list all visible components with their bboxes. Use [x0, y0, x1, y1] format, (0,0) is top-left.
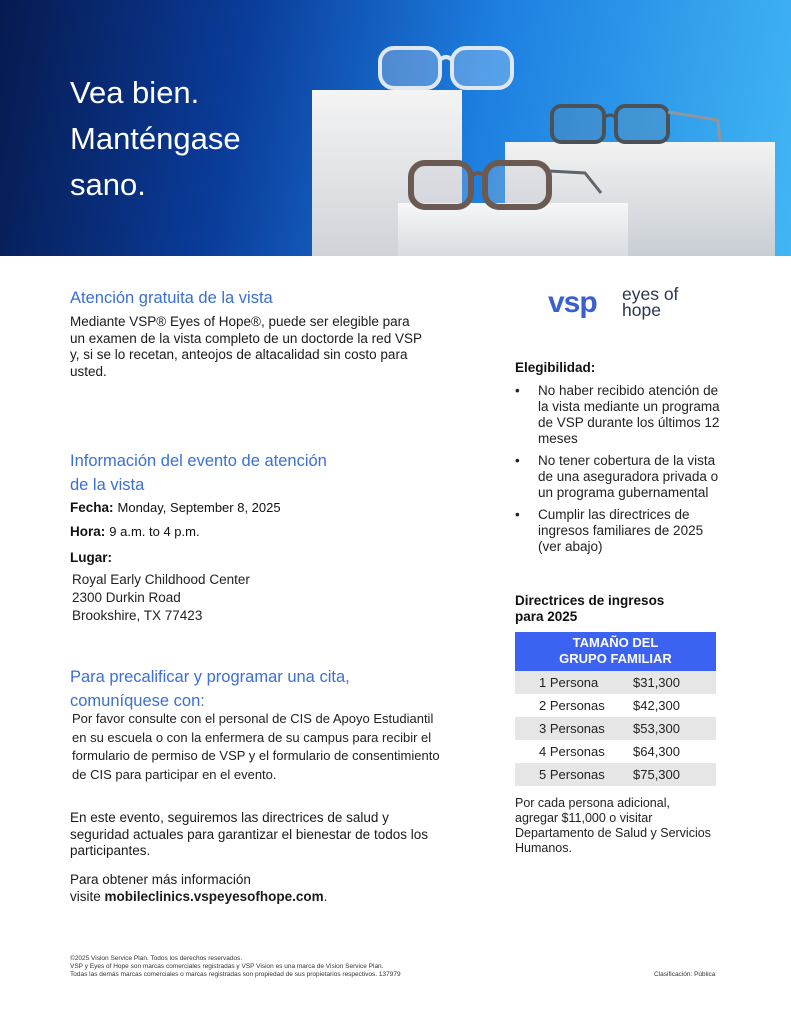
- bullet-icon: •: [515, 453, 520, 468]
- address-line: Royal Early Childhood Center: [72, 572, 250, 587]
- household-size: 3 Personas: [515, 717, 633, 740]
- household-size: 5 Personas: [515, 763, 633, 786]
- logo-vsp-wordmark: vsp: [548, 286, 597, 319]
- footer-line: Todas las demás marcas comerciales o marcas registradas son propiedad de sus propietarios respectivos. 137979: [70, 971, 401, 978]
- footer-line: ©2025 Vision Service Plan. Todos los derechos reservados.: [70, 955, 243, 962]
- table-row: [515, 763, 716, 786]
- more-info: [70, 872, 450, 905]
- date-value: Monday, September 8, 2025: [117, 500, 281, 515]
- hero-title-line: Vea bien.: [70, 75, 200, 110]
- contact-heading: [70, 665, 350, 713]
- website-link[interactable]: mobileclinics.vspeyesofhope.com: [104, 888, 324, 904]
- income-amount: $53,300: [633, 717, 716, 740]
- list-item-text: No haber recibido atención de la vista mediante un programa de VSP durante los últimos 12 meses: [538, 383, 720, 446]
- event-date: [70, 500, 281, 515]
- income-amount: $75,300: [633, 763, 716, 786]
- income-heading: [515, 593, 664, 625]
- event-heading: [70, 449, 327, 497]
- event-heading-line: Información del evento de atención: [70, 452, 327, 470]
- time-value: 9 a.m. to 4 p.m.: [109, 524, 200, 539]
- hero-title-line: sano.: [70, 167, 146, 202]
- income-table: [515, 632, 716, 786]
- footer-line: VSP y Eyes of Hope son marcas comerciales registradas y VSP Vision es una marca de Vision Service Plan.: [70, 963, 384, 970]
- classification-label: Clasificación: Pública: [654, 971, 716, 978]
- eligibility-heading: Elegibilidad:: [515, 360, 596, 375]
- contact-instructions: [72, 710, 452, 784]
- income-heading-line: Directrices de ingresos: [515, 593, 665, 608]
- household-size: 1 Persona: [515, 671, 633, 694]
- contact-heading-line: comuníquese con:: [70, 692, 205, 710]
- table-row: [515, 671, 716, 694]
- income-amount: $42,300: [633, 694, 716, 717]
- hero-title-line: Manténgase: [70, 121, 241, 156]
- table-header: [515, 632, 716, 671]
- income-heading-line: para 2025: [515, 609, 578, 624]
- intro-body: Mediante VSP® Eyes of Hope®, puede ser elegible para un examen de la vista completo de un doctorde la red VSP y, si se lo recetan, anteojos de altacalidad sin costo para usted.: [70, 314, 422, 379]
- contact-line: Por favor consulte con el personal de CIS de Apoyo Estudiantil: [72, 711, 434, 726]
- table-header-row: [515, 632, 716, 671]
- list-item: [515, 507, 725, 555]
- hero-title: [70, 70, 241, 208]
- logo-text-line: hope: [622, 300, 661, 320]
- table-header-line: GRUPO FAMILIAR: [559, 651, 672, 666]
- glasses-grey-icon: [548, 100, 728, 156]
- vsp-eyes-of-hope-logo: [548, 286, 698, 322]
- event-place: [70, 550, 112, 565]
- date-label: Fecha:: [70, 500, 114, 515]
- place-label: Lugar:: [70, 550, 112, 565]
- additional-person-note: Por cada persona adicional, agregar $11,000 o visitar Departamento de Salud y Servicios Humanos.: [515, 796, 711, 855]
- event-time: [70, 524, 200, 539]
- income-amount: $31,300: [633, 671, 716, 694]
- intro-heading: Atención gratuita de la vista: [70, 289, 273, 307]
- hero-banner: [0, 0, 791, 256]
- list-item-text: Cumplir las directrices de ingresos familiares de 2025 (ver abajo): [538, 507, 704, 554]
- household-size: 2 Personas: [515, 694, 633, 717]
- address-line: 2300 Durkin Road: [72, 590, 181, 605]
- eligibility-list: [515, 383, 725, 561]
- more-info-link-line: [70, 889, 450, 906]
- logo-text-line: eyes of: [622, 284, 679, 304]
- time-label: Hora:: [70, 524, 106, 539]
- household-size: 4 Personas: [515, 740, 633, 763]
- contact-heading-line: Para precalificar y programar una cita,: [70, 668, 350, 686]
- glasses-clear-icon: [376, 44, 526, 96]
- table-row: [515, 740, 716, 763]
- table-row: [515, 717, 716, 740]
- address-line: Brookshire, TX 77423: [72, 608, 203, 623]
- event-heading-line: de la vista: [70, 476, 145, 494]
- more-info-prefix: visite: [70, 888, 105, 904]
- footer-legal: [70, 955, 401, 979]
- logo-eyes-of-hope-text: [622, 286, 678, 318]
- bullet-icon: •: [515, 383, 520, 398]
- more-info-suffix: .: [323, 888, 328, 904]
- contact-line: en su escuela o con la enfermera de su campus para recibir el: [72, 729, 432, 745]
- list-item: [515, 453, 725, 501]
- glasses-tortoise-icon: [405, 155, 605, 215]
- bullet-icon: •: [515, 507, 520, 522]
- more-info-line: Para obtener más información: [70, 872, 251, 887]
- table-row: [515, 694, 716, 717]
- list-item: [515, 383, 725, 447]
- list-item-text: No tener cobertura de la vista de una aseguradora privada o un programa gubernamental: [538, 453, 719, 500]
- event-address: [72, 571, 250, 625]
- income-amount: $64,300: [633, 740, 716, 763]
- contact-line: de CIS para participar en el evento.: [72, 766, 277, 782]
- table-header-line: TAMAÑO DEL: [572, 635, 659, 650]
- contact-line: formulario de permiso de VSP y el formulario de consentimiento: [72, 748, 440, 763]
- safety-text: En este evento, seguiremos las directrices de salud y seguridad actuales para garantizar el bienestar de todos los participantes.: [70, 810, 428, 858]
